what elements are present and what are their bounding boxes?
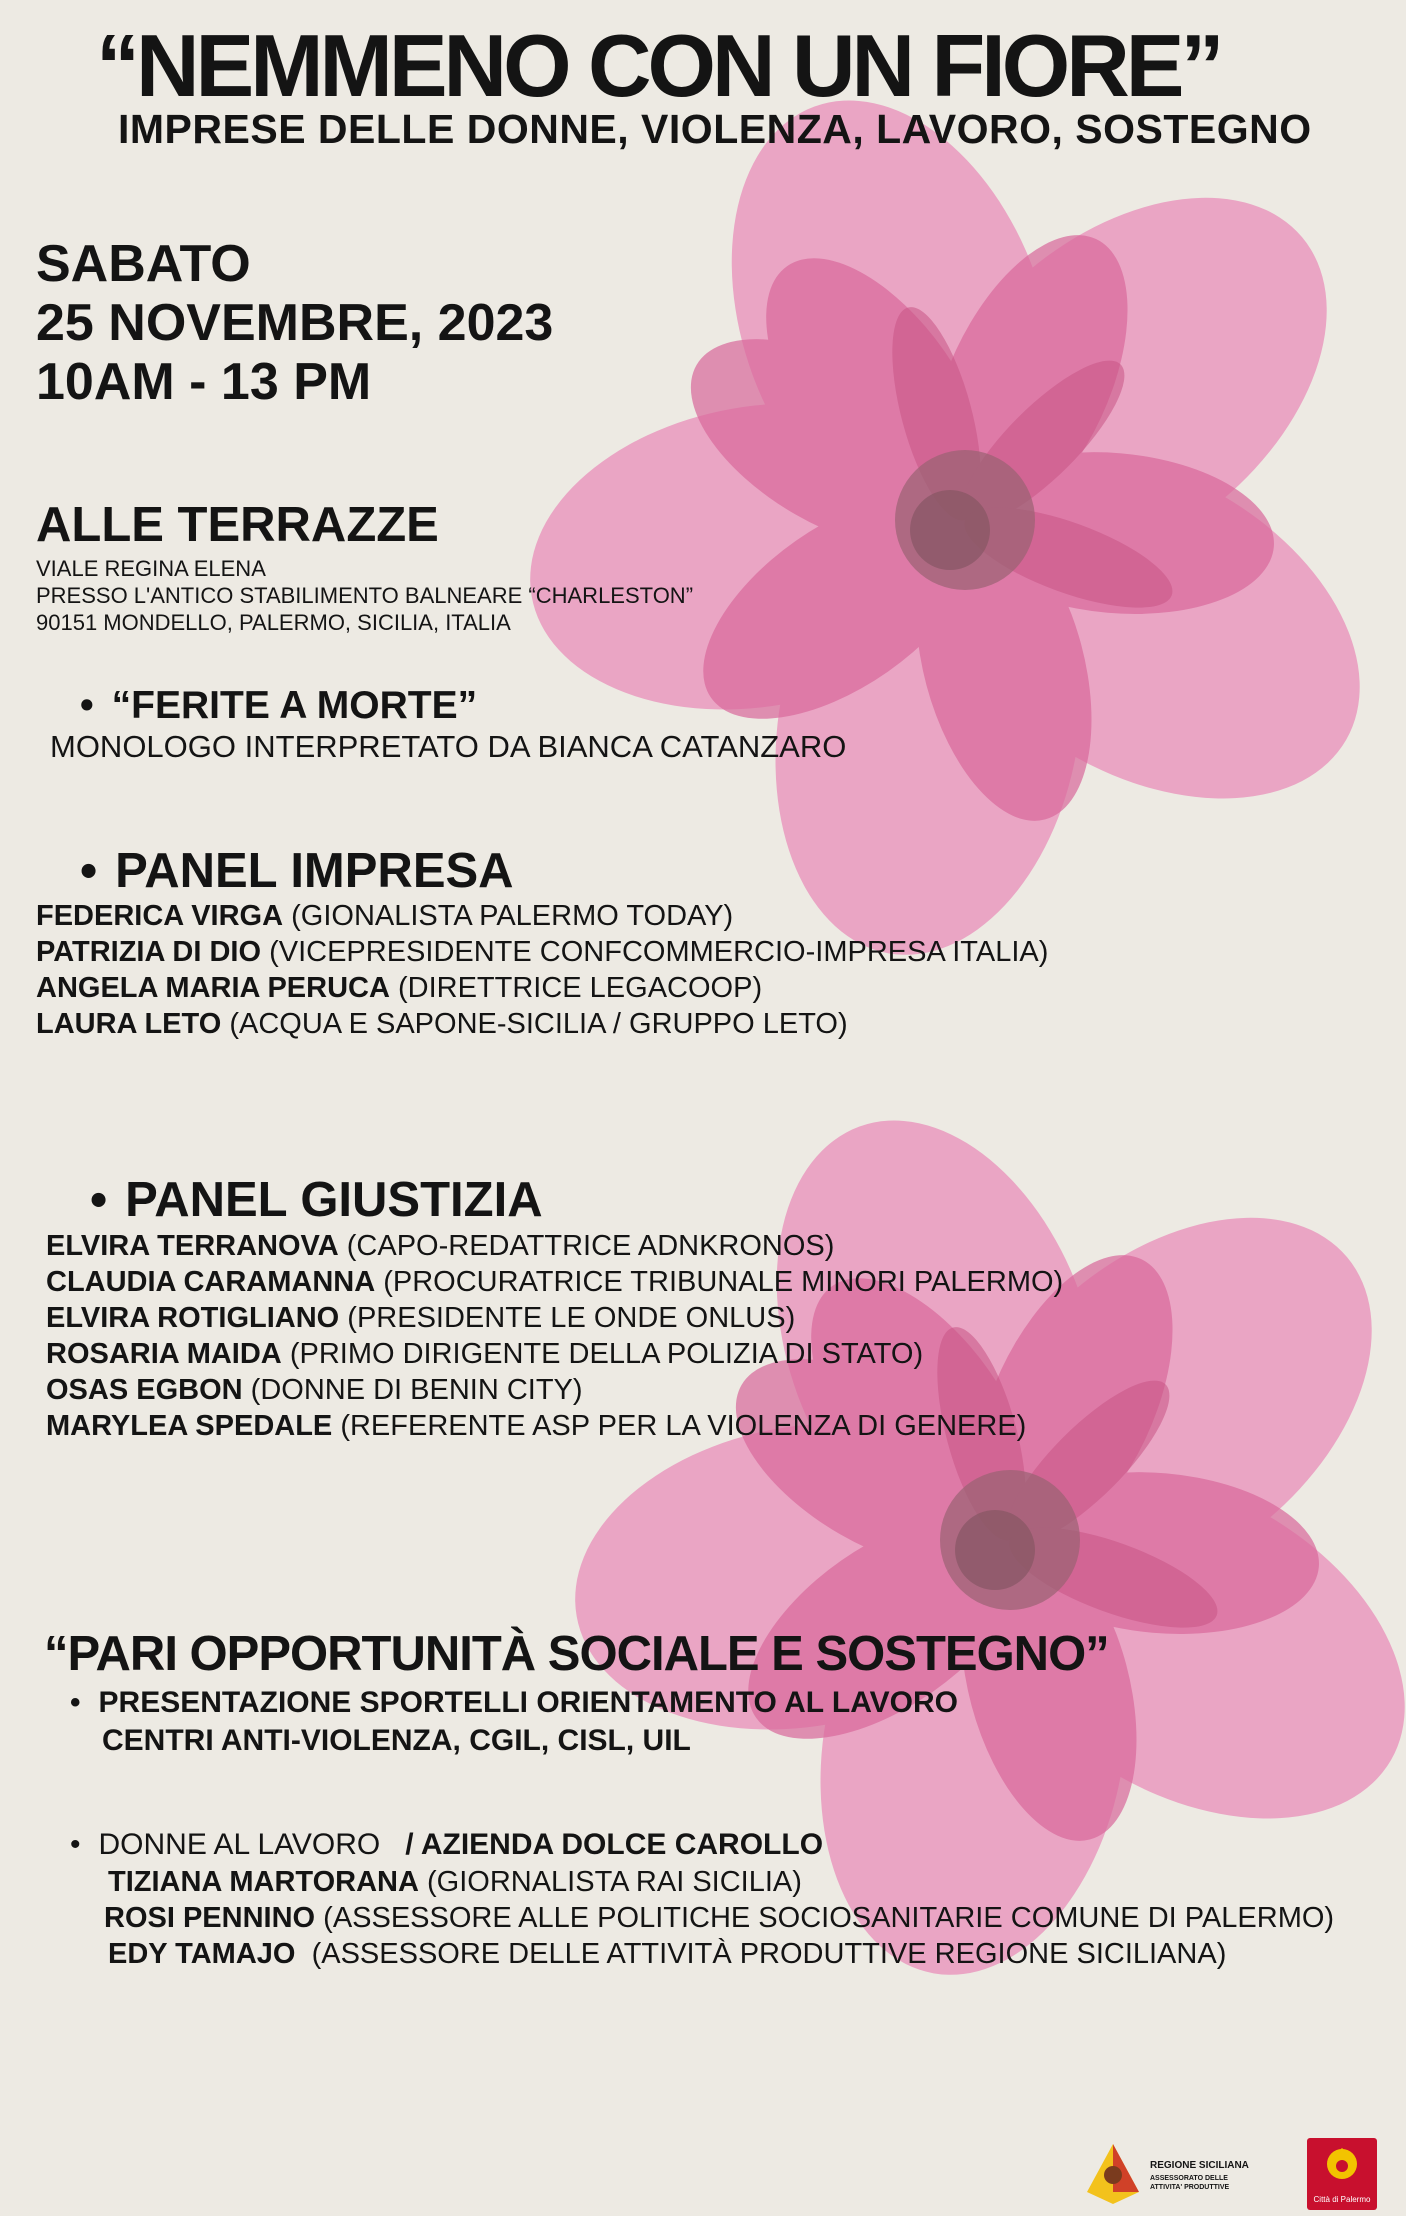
poster-title: “NEMMENO CON UN FIORE”: [96, 16, 1221, 115]
list-item: LAURA LETO (ACQUA E SAPONE-SICILIA / GRUPPO LETO): [36, 1008, 848, 1040]
event-time: 10AM - 13 PM: [36, 353, 372, 411]
pari-item-1: [70, 1684, 958, 1760]
event-date-block: [36, 235, 553, 412]
list-item: FEDERICA VIRGA (GIONALISTA PALERMO TODAY): [36, 900, 734, 932]
regione-line3: ATTIVITA' PRODUTTIVE: [1150, 2184, 1230, 2191]
bullet-icon: •: [70, 1828, 81, 1861]
list-item: EDY TAMAJO (ASSESSORE DELLE ATTIVITÀ PRODUTTIVE REGIONE SICILIANA): [108, 1938, 1227, 1970]
monologo-title: “FERITE A MORTE”: [111, 684, 478, 727]
list-item: PATRIZIA DI DIO (VICEPRESIDENTE CONFCOMMERCIO-IMPRESA ITALIA): [36, 936, 1049, 968]
list-item: CLAUDIA CARAMANNA (PROCURATRICE TRIBUNALE MINORI PALERMO): [46, 1266, 1064, 1298]
citta-label: Città di Palermo: [1313, 2195, 1371, 2204]
venue-line: PRESSO L'ANTICO STABILIMENTO BALNEARE “CHARLESTON”: [36, 583, 694, 608]
pari-item-2: [70, 1828, 823, 1862]
list-item: ROSI PENNINO (ASSESSORE ALLE POLITICHE SOCIOSANITARIE COMUNE DI PALERMO): [104, 1902, 1335, 1934]
monologo-desc: MONOLOGO INTERPRETATO DA BIANCA CATANZARO: [50, 729, 847, 764]
bullet-icon: •: [70, 1686, 81, 1719]
list-item: ANGELA MARIA PERUCA (DIRETTRICE LEGACOOP): [36, 972, 763, 1004]
pari-item-1-line2: CENTRI ANTI-VIOLENZA, CGIL, CISL, UIL: [102, 1724, 691, 1757]
event-date: 25 NOVEMBRE, 2023: [36, 294, 554, 352]
list-item: OSAS EGBON (DONNE DI BENIN CITY): [46, 1374, 583, 1406]
poster-subtitle: IMPRESE DELLE DONNE, VIOLENZA, LAVORO, SOSTEGNO: [118, 106, 1312, 152]
panel-impresa-list: [36, 898, 1048, 1042]
list-item: ROSARIA MAIDA (PRIMO DIRIGENTE DELLA POLIZIA DI STATO): [46, 1338, 924, 1370]
event-day: SABATO: [36, 235, 251, 293]
list-item: ELVIRA TERRANOVA (CAPO-REDATTRICE ADNKRONOS): [46, 1230, 835, 1262]
regione-siciliana-logo: [1084, 2142, 1284, 2214]
list-item: MARYLEA SPEDALE (REFERENTE ASP PER LA VIOLENZA DI GENERE): [46, 1410, 1027, 1442]
pari-people-list: [104, 1864, 1334, 1972]
list-item: ELVIRA ROTIGLIANO (PRESIDENTE LE ONDE ONLUS): [46, 1302, 796, 1334]
panel-giustizia-list: [46, 1228, 1063, 1444]
regione-line2: ASSESSORATO DELLE: [1150, 2175, 1228, 2182]
pink-flower-top: [460, 100, 1406, 970]
pari-item-2-prefix: DONNE AL LAVORO: [98, 1828, 397, 1861]
bullet-icon: •: [90, 1173, 108, 1227]
panel-impresa-title: PANEL IMPRESA: [115, 844, 514, 898]
venue-line: 90151 MONDELLO, PALERMO, SICILIA, ITALIA: [36, 610, 511, 635]
pari-item-2-bold: / AZIENDA DOLCE CAROLLO: [405, 1828, 824, 1861]
panel-impresa-heading: [80, 843, 514, 899]
bullet-icon: •: [80, 684, 94, 727]
venue-line: VIALE REGINA ELENA: [36, 556, 266, 581]
venue-address: [36, 555, 693, 636]
bullet-icon: •: [80, 844, 98, 898]
panel-giustizia-title: PANEL GIUSTIZIA: [125, 1173, 543, 1227]
palermo-crest-icon: [1307, 2142, 1377, 2192]
trinacria-icon: [1084, 2142, 1142, 2206]
pari-item-1-line1: PRESENTAZIONE SPORTELLI ORIENTAMENTO AL LAVORO: [98, 1686, 958, 1719]
panel-giustizia-heading: [90, 1172, 543, 1228]
monologo-heading: [80, 684, 477, 728]
list-item: TIZIANA MARTORANA (GIORNALISTA RAI SICILIA): [108, 1866, 802, 1898]
regione-line1: REGIONE SICILIANA: [1150, 2160, 1249, 2171]
citta-di-palermo-logo: [1307, 2138, 1377, 2210]
pari-opportunita-title: “PARI OPPORTUNITÀ SOCIALE E SOSTEGNO”: [44, 1627, 1109, 1681]
venue-name: ALLE TERRAZZE: [36, 498, 439, 552]
